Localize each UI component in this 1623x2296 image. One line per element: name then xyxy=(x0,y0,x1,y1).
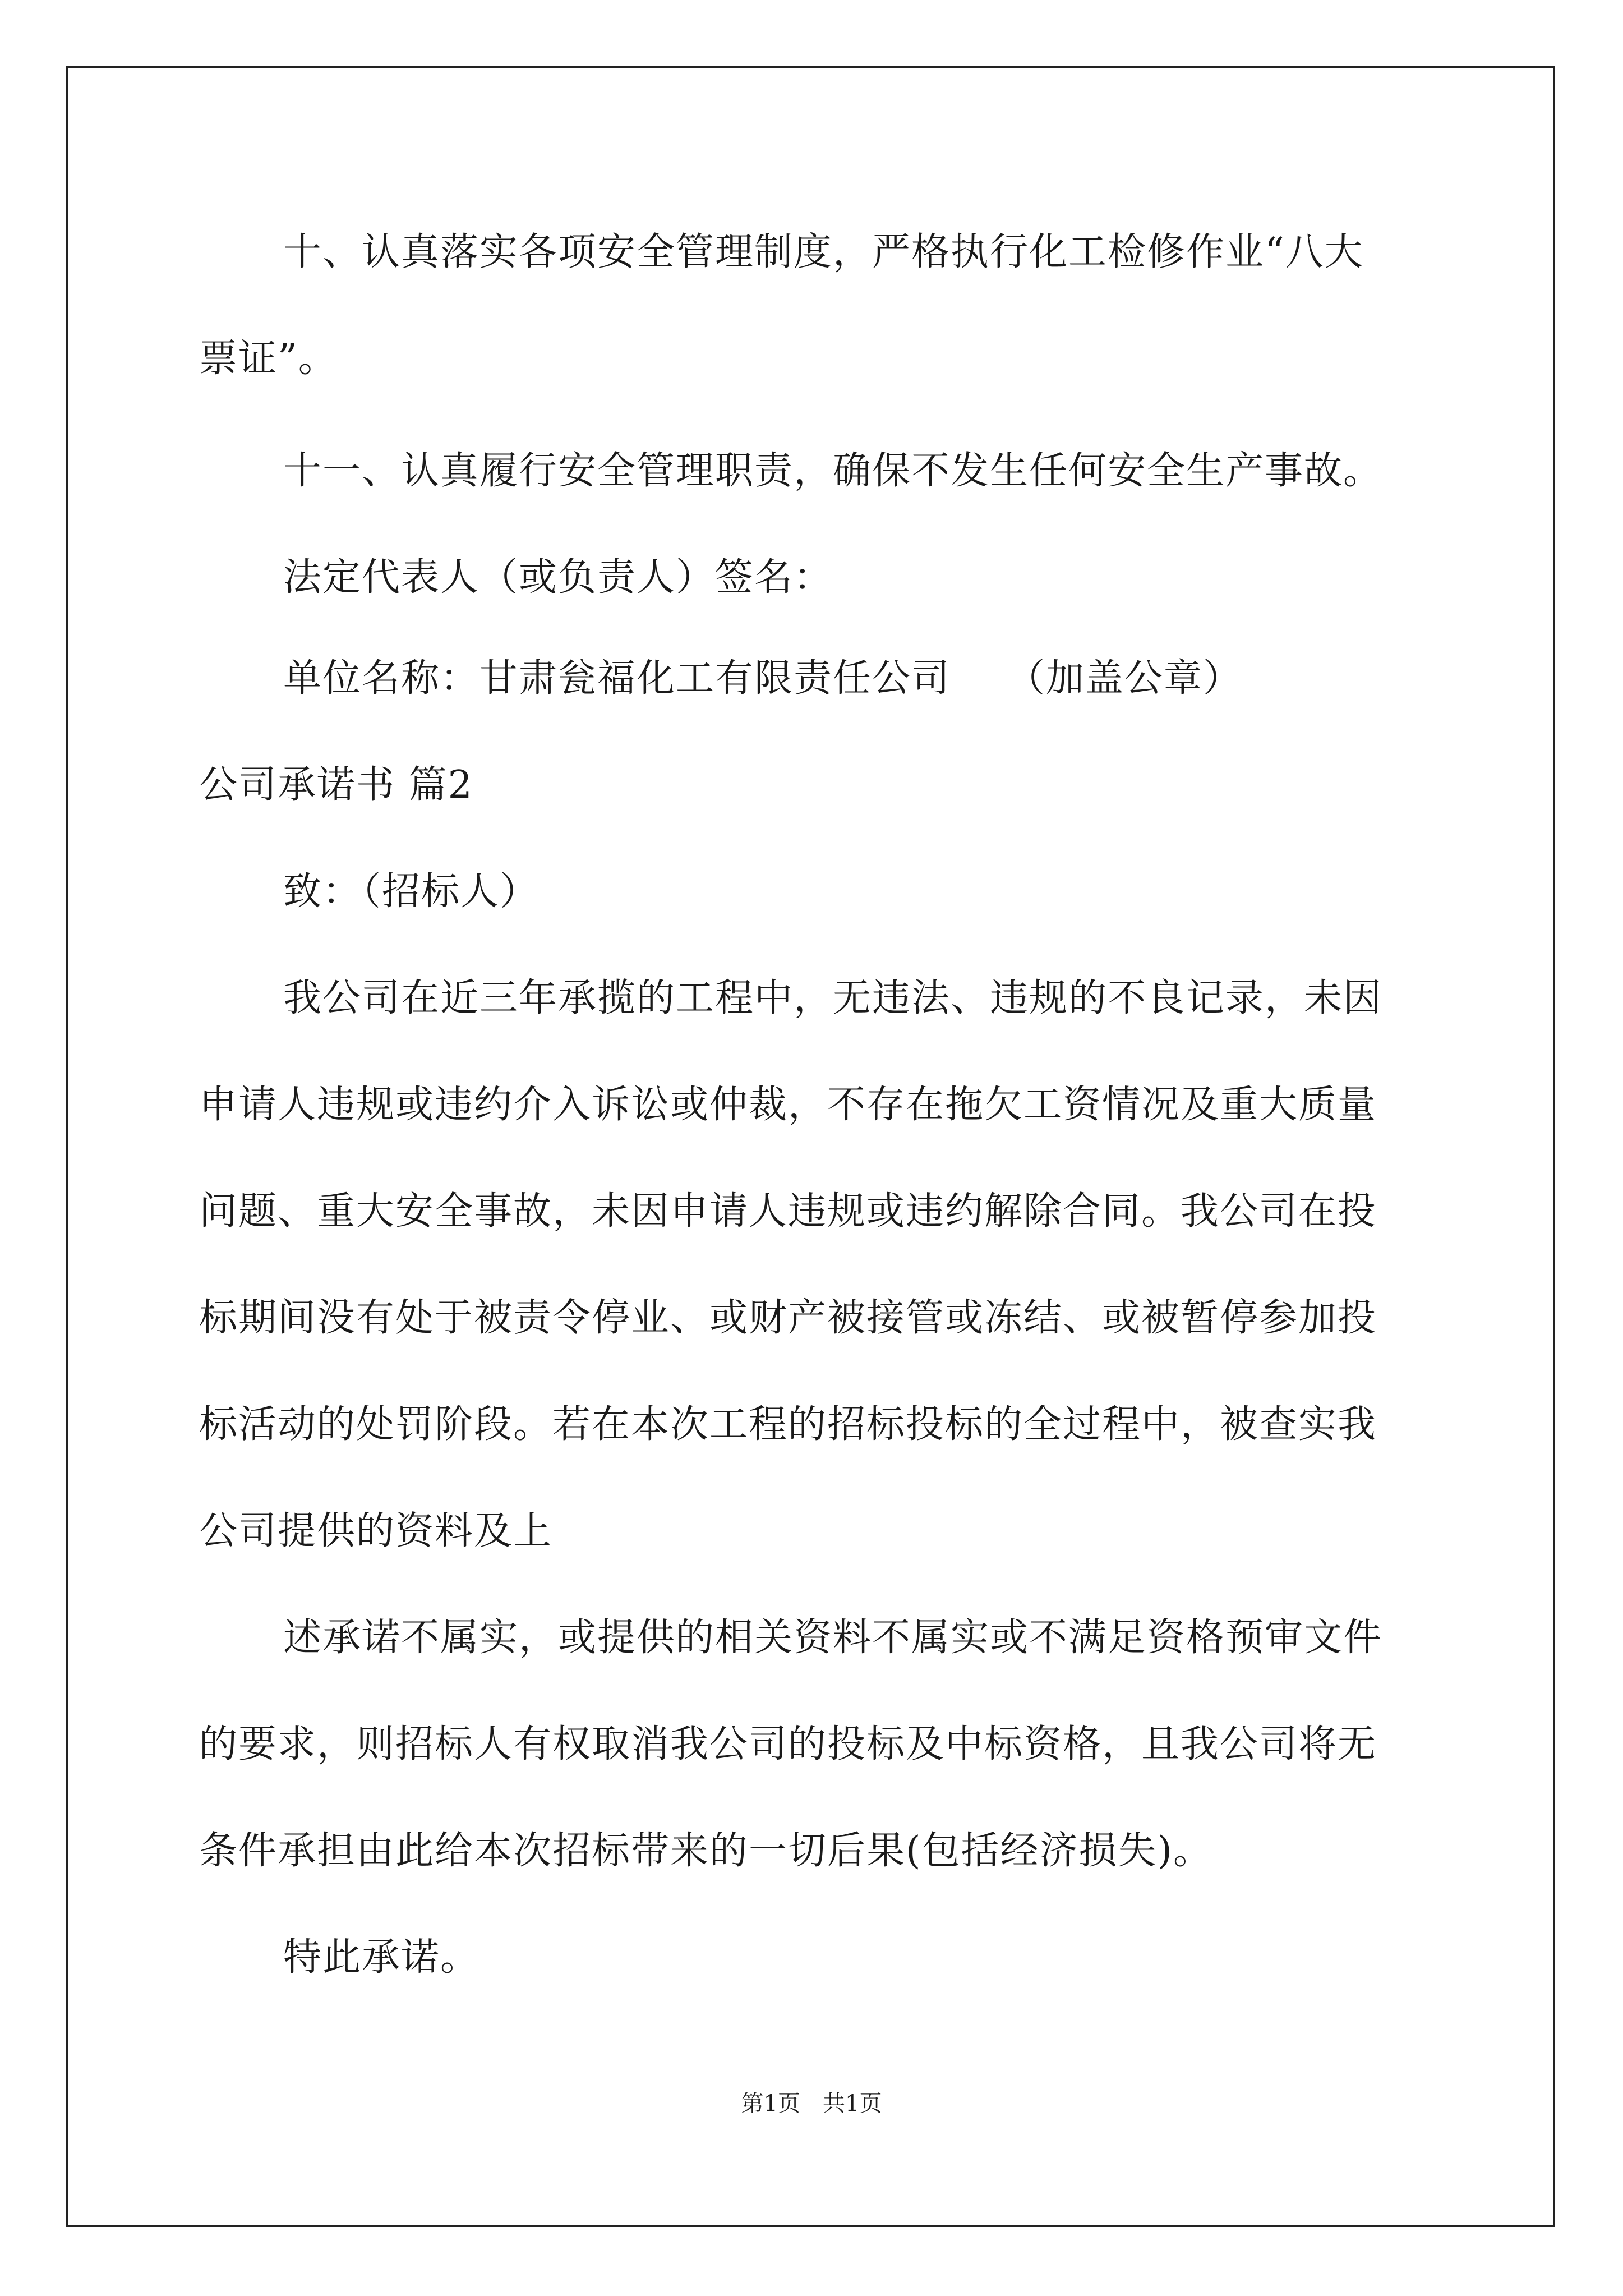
paragraph-line: 的要求，则招标人有权取消我公司的投标及中标资格，且我公司将无 xyxy=(199,1722,1377,1766)
paragraph-line: 公司提供的资料及上 xyxy=(199,1509,553,1553)
addressee-line: 致：（招标人） xyxy=(283,869,540,914)
paragraph-line: 标活动的处罚阶段。若在本次工程的招标投标的全过程中，被查实我 xyxy=(199,1402,1377,1447)
page-border xyxy=(66,66,1555,2227)
paragraph-line: 十、认真落实各项安全管理制度，严格执行化工检修作业“八大 xyxy=(283,230,1364,274)
paragraph-line: 述承诺不属实，或提供的相关资料不属实或不满足资格预审文件 xyxy=(283,1616,1383,1660)
paragraph-line: 我公司在近三年承揽的工程中，无违法、违规的不良记录，未因 xyxy=(283,976,1383,1020)
company-name-line xyxy=(283,656,1242,701)
paragraph-line: 标期间没有处于被责令停业、或财产被接管或冻结、或被暂停参加投 xyxy=(199,1296,1377,1340)
closing-line: 特此承诺。 xyxy=(283,1935,480,1980)
paragraph-line: 十一、认真履行安全管理职责，确保不发生任何安全生产事故。 xyxy=(283,449,1383,493)
section-heading: 公司承诺书 篇2 xyxy=(199,763,473,807)
paragraph-line: 条件承担由此给本次招标带来的一切后果(包括经济损失)。 xyxy=(199,1829,1213,1873)
paragraph-line: 问题、重大安全事故，未因申请人违规或违约解除合同。我公司在投 xyxy=(199,1189,1377,1234)
paragraph-line: 票证”。 xyxy=(199,337,338,381)
page-number-footer: 第1页 共1页 xyxy=(741,2091,882,2116)
signature-label: 法定代表人（或负责人）签名： xyxy=(283,555,833,600)
seal-note: （加盖公章） xyxy=(1007,656,1243,701)
company-name: 单位名称：甘肃瓮福化工有限责任公司 xyxy=(283,656,951,701)
paragraph-line: 申请人违规或违约介入诉讼或仲裁，不存在拖欠工资情况及重大质量 xyxy=(199,1083,1377,1127)
